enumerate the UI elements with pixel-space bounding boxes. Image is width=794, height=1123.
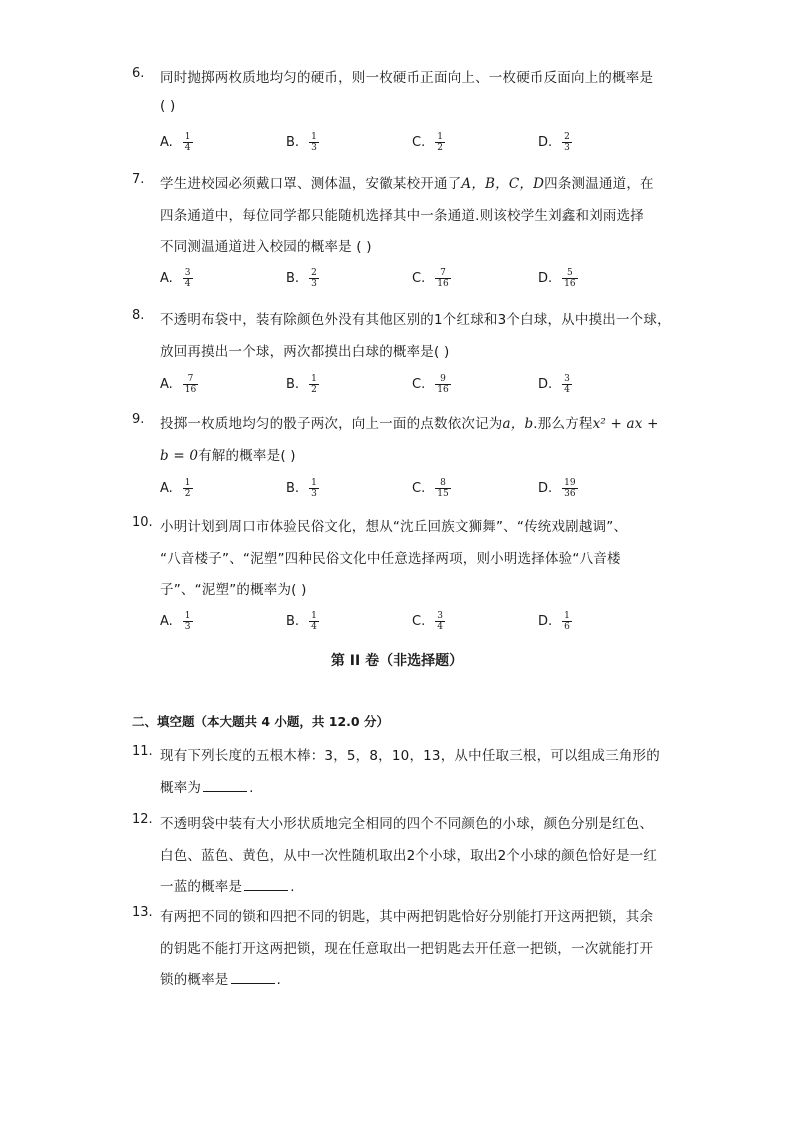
question-text: 四条通道中，每位同学都只能随机选择其中一条通道.则该校学生刘鑫和刘雨选择 xyxy=(160,208,644,224)
fraction: $\frac{7}{16}$ xyxy=(184,374,197,395)
options xyxy=(160,132,680,158)
question-text: 白色、蓝色、黄色，从中一次性随机取出2个小球，取出2个小球的颜色恰好是一红 xyxy=(160,848,658,864)
question-text: 不透明袋中装有大小形状质地完全相同的四个不同颜色的小球，颜色分别是红色、 xyxy=(160,816,654,832)
fraction: $\frac{3}{4}$ xyxy=(184,268,191,289)
option-c: C. $\frac{3}{4}$ xyxy=(412,611,443,632)
fraction: $\frac{1}{2}$ xyxy=(184,478,191,499)
fraction: $\frac{7}{16}$ xyxy=(437,268,449,289)
question-number: 13. xyxy=(132,905,153,920)
option-c: C. $\frac{9}{16}$ xyxy=(412,374,449,395)
question-number: 10. xyxy=(132,515,153,530)
section-heading: 二、填空题（本大题共 4 小题，共 12.0 分） xyxy=(132,714,389,729)
option-d: D. $\frac{19}{36}$ xyxy=(538,478,576,499)
question-text: 现有下列长度的五根木棒：3，5，8，10，13，从中任取三根，可以组成三角形的 xyxy=(160,748,660,764)
option-a: A. $\frac{3}{4}$ xyxy=(160,268,191,289)
question-text: 学生进校园必须戴口罩、测体温，安徽某校开通了A，B，C，D四条测温通道，在 xyxy=(160,176,654,192)
question-text: 小明计划到周口市体验民俗文化，想从“沈丘回族文狮舞”、“传统戏剧越调”、 xyxy=(160,519,628,535)
option-c: C. $\frac{8}{15}$ xyxy=(412,478,449,499)
fraction: $\frac{3}{4}$ xyxy=(437,611,443,632)
question-number: 6. xyxy=(132,66,145,81)
question-text: 的钥匙不能打开这两把锁，现在任意取出一把钥匙去开任意一把锁，一次就能打开 xyxy=(160,941,654,957)
fraction: $\frac{1}{3}$ xyxy=(184,611,191,632)
option-b: B. $\frac{1}{3}$ xyxy=(286,478,317,499)
question-text: 一蓝的概率是 . xyxy=(160,879,295,895)
options xyxy=(160,611,680,637)
fraction: $\frac{1}{4}$ xyxy=(311,611,317,632)
fraction: $\frac{5}{16}$ xyxy=(564,268,576,289)
section-title: 第 II 卷（非选择题） xyxy=(330,653,464,669)
question-text: “八音楼子”、“泥塑”四种民俗文化中任意选择两项，则小明选择体验“八音楼 xyxy=(160,551,621,567)
option-a: A. $\frac{1}{3}$ xyxy=(160,611,191,632)
option-c: C. $\frac{1}{2}$ xyxy=(412,132,443,153)
question-text: ( ) xyxy=(160,98,176,114)
fraction: $\frac{3}{4}$ xyxy=(564,374,570,395)
question-number: 7. xyxy=(132,172,145,187)
option-a: A. $\frac{1}{4}$ xyxy=(160,132,191,153)
options xyxy=(160,268,680,294)
option-a: A. $\frac{7}{16}$ xyxy=(160,374,197,395)
fraction: $\frac{19}{36}$ xyxy=(564,478,576,499)
question-number: 11. xyxy=(132,744,153,759)
option-d: D. $\frac{1}{6}$ xyxy=(538,611,570,632)
answer-blank[interactable] xyxy=(231,971,275,984)
question-text: 锁的概率是 . xyxy=(160,972,281,988)
options xyxy=(160,374,680,400)
fraction: $\frac{9}{16}$ xyxy=(437,374,449,395)
question-text: 概率为 . xyxy=(160,780,254,796)
option-d: D. $\frac{2}{3}$ xyxy=(538,132,570,153)
question-text: b = 0有解的概率是( ) xyxy=(160,448,296,464)
option-b: B. $\frac{1}{2}$ xyxy=(286,374,317,395)
option-b: B. $\frac{1}{4}$ xyxy=(286,611,317,632)
fraction: $\frac{1}{6}$ xyxy=(564,611,570,632)
question-text: 子”、“泥塑”的概率为( ) xyxy=(160,582,307,598)
option-c: C. $\frac{7}{16}$ xyxy=(412,268,449,289)
option-b: B. $\frac{2}{3}$ xyxy=(286,268,317,289)
question-text: 不同测温通道进入校园的概率是 ( ) xyxy=(160,239,372,255)
equation: x² + ax + xyxy=(592,416,659,432)
fraction: $\frac{2}{3}$ xyxy=(564,132,570,153)
question-text: 同时抛掷两枚质地均匀的硬币，则一枚硬币正面向上、一枚硬币反面向上的概率是 xyxy=(160,70,654,86)
option-d: D. $\frac{5}{16}$ xyxy=(538,268,576,289)
question-text: 投掷一枚质地均匀的骰子两次，向上一面的点数依次记为a，b.那么方程x² + ax + xyxy=(160,416,659,432)
option-a: A. $\frac{1}{2}$ xyxy=(160,478,191,499)
answer-blank[interactable] xyxy=(203,779,247,792)
question-text: 不透明布袋中，装有除颜色外没有其他区别的1个红球和3个白球，从中摸出一个球， xyxy=(160,312,671,328)
fraction: $\frac{1}{2}$ xyxy=(437,132,443,153)
fraction: $\frac{2}{3}$ xyxy=(311,268,317,289)
fraction: $\frac{1}{3}$ xyxy=(311,478,317,499)
question-number: 12. xyxy=(132,812,153,827)
options xyxy=(160,478,680,504)
equation: b = 0 xyxy=(160,448,199,464)
fraction: $\frac{1}{2}$ xyxy=(311,374,317,395)
question-text: 放回再摸出一个球，两次都摸出白球的概率是( ) xyxy=(160,344,450,360)
math-letters: A，B，C，D xyxy=(461,176,545,192)
option-d: D. $\frac{3}{4}$ xyxy=(538,374,570,395)
fraction: $\frac{8}{15}$ xyxy=(437,478,449,499)
question-text: 有两把不同的锁和四把不同的钥匙，其中两把钥匙恰好分别能打开这两把锁，其余 xyxy=(160,909,654,925)
question-number: 8. xyxy=(132,308,145,323)
question-number: 9. xyxy=(132,412,145,427)
answer-blank[interactable] xyxy=(244,878,288,891)
fraction: $\frac{1}{4}$ xyxy=(184,132,191,153)
option-b: B. $\frac{1}{3}$ xyxy=(286,132,317,153)
fraction: $\frac{1}{3}$ xyxy=(311,132,317,153)
